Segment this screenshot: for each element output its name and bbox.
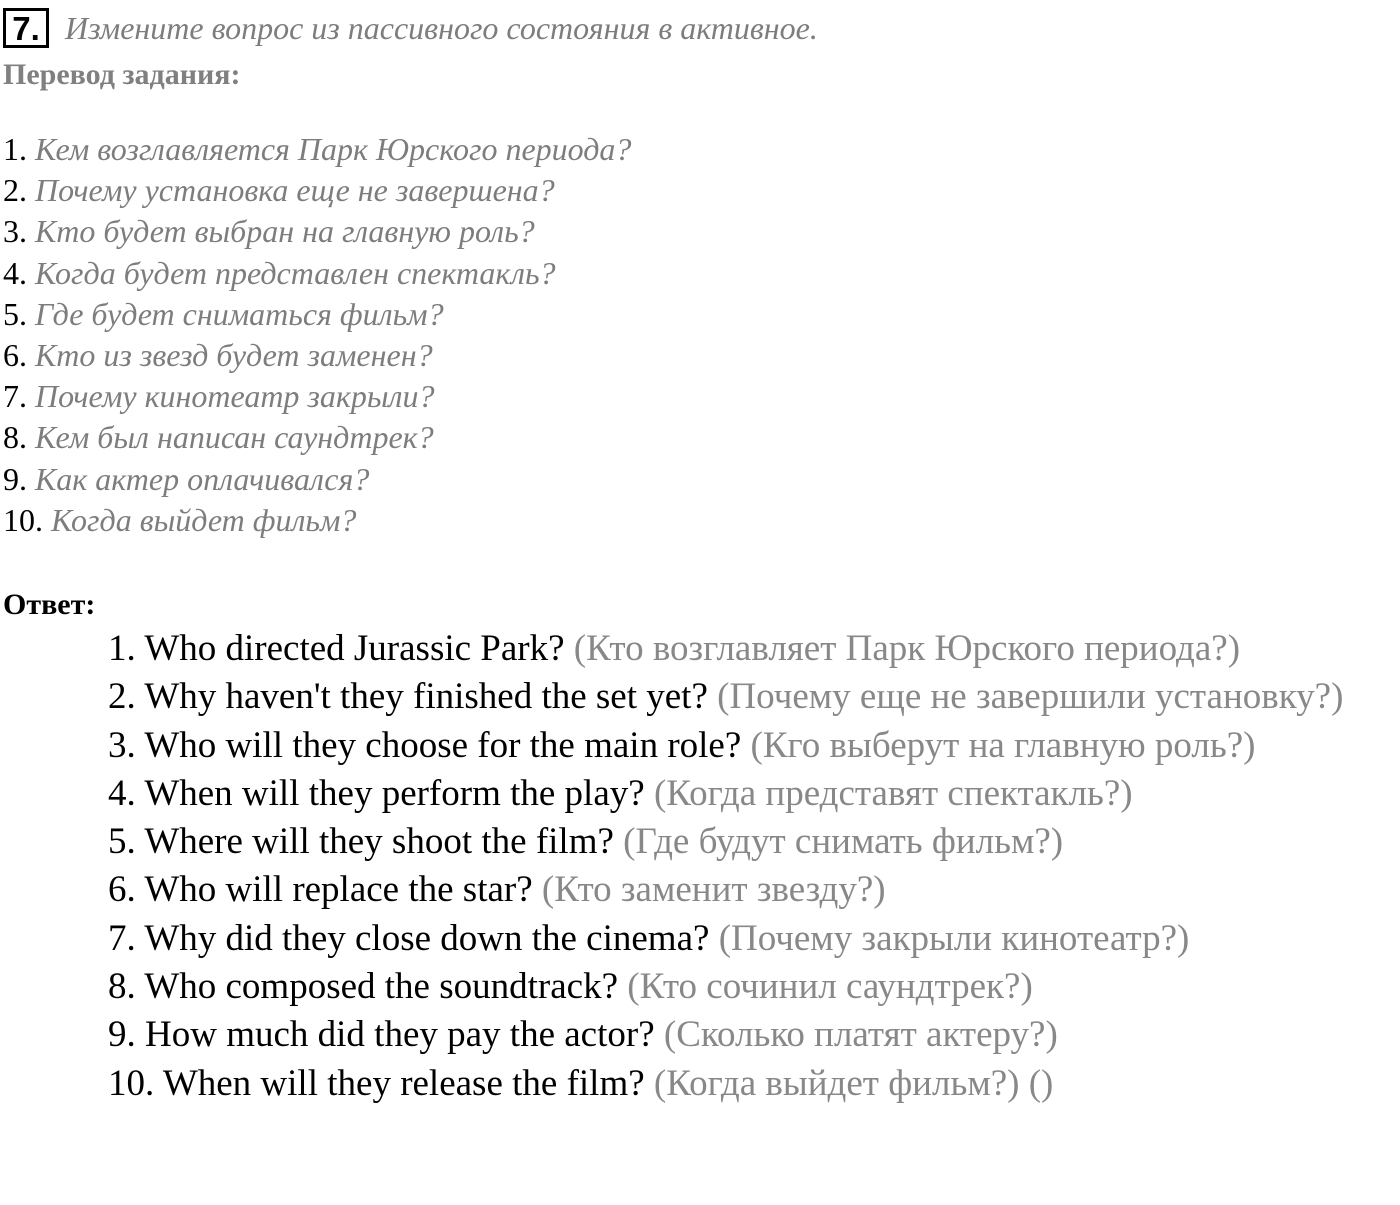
translation-item-number: 3.	[3, 213, 27, 250]
translation-item-number: 5.	[3, 295, 27, 332]
answer-english: 5. Where will they shoot the film?	[108, 821, 614, 863]
answer-item	[108, 915, 1400, 963]
translation-item-number: 8.	[3, 419, 27, 456]
translation-item	[3, 129, 631, 170]
answer-russian: (Сколько платят актеру?)	[663, 1014, 1058, 1056]
answer-russian: (Где будут снимать фильм?)	[623, 821, 1064, 863]
translation-item-number: 7.	[3, 378, 27, 415]
translation-item-number: 2.	[3, 172, 27, 209]
translation-item-text: Как актер оплачивался?	[35, 460, 370, 497]
answer-russian: (Кго выберут на главную роль?)	[750, 724, 1256, 766]
translation-item-text: Когда будет представлен спектакль?	[35, 254, 556, 291]
translation-list	[3, 129, 631, 541]
answer-russian: (Кто заменит звезду?)	[541, 869, 886, 911]
translation-item-text: Почему установка еще не завершена?	[35, 172, 555, 209]
answer-item	[108, 1011, 1400, 1059]
answer-item	[108, 1060, 1400, 1108]
translation-item	[3, 335, 631, 376]
translation-item-text: Где будет сниматься фильм?	[35, 295, 444, 332]
task-instruction: Измените вопрос из пассивного состояния в активное.	[65, 9, 818, 46]
answer-russian: (Почему закрыли кинотеатр?)	[718, 917, 1190, 959]
answer-russian: (Кто возглавляет Парк Юрского периода?)	[573, 628, 1241, 669]
translation-item-number: 10.	[3, 501, 43, 538]
translation-item-text: Когда выйдет фильм?	[51, 501, 357, 538]
translation-item	[3, 459, 631, 500]
task-number: 7.	[3, 8, 49, 48]
translation-item-text: Кем был написан саундтрек?	[35, 419, 434, 456]
translation-item-number: 4.	[3, 254, 27, 291]
task-header	[3, 6, 818, 50]
answer-item	[108, 818, 1400, 866]
translation-item	[3, 376, 631, 417]
translation-item-text: Кем возглавляется Парк Юрского периода?	[35, 131, 632, 167]
translation-item	[3, 211, 631, 252]
translation-item	[3, 253, 631, 294]
answer-heading: Ответ:	[3, 588, 96, 621]
answer-english: 4. When will they perform the play?	[108, 772, 645, 814]
answer-english: 2. Why haven't they finished the set yet?	[108, 676, 708, 718]
translation-item-text: Кто будет выбран на главную роль?	[35, 213, 535, 250]
answer-english: 3. Who will they choose for the main role?	[108, 724, 742, 766]
translation-item-number: 1.	[3, 131, 27, 167]
answer-english: 6. Who will replace the star?	[108, 869, 533, 911]
translation-item	[3, 500, 631, 541]
answer-item	[108, 722, 1400, 770]
translation-item	[3, 417, 631, 458]
answer-english: 9. How much did they pay the actor?	[108, 1014, 655, 1056]
translation-item-text: Почему кинотеатр закрыли?	[35, 378, 435, 415]
answer-list	[108, 625, 1400, 1108]
answer-item	[108, 673, 1400, 721]
answer-item	[108, 625, 1400, 673]
answer-russian: (Кто сочинил саундтрек?)	[627, 966, 1033, 1008]
answer-english: 10. When will they release the film?	[108, 1062, 645, 1104]
translation-item	[3, 294, 631, 335]
answer-english: 8. Who composed the soundtrack?	[108, 966, 618, 1008]
answer-russian: (Когда представят спектакль?)	[653, 772, 1133, 814]
translation-item-number: 6.	[3, 336, 27, 373]
translation-item	[3, 170, 631, 211]
translation-heading: Перевод задания:	[3, 58, 241, 91]
answer-item	[108, 866, 1400, 914]
answer-russian: (Почему еще не завершили установку?)	[717, 676, 1344, 718]
answer-english: 1. Who directed Jurassic Park?	[108, 628, 565, 669]
answer-item	[108, 963, 1400, 1011]
translation-item-text: Кто из звезд будет заменен?	[35, 336, 433, 373]
answer-english: 7. Why did they close down the cinema?	[108, 917, 710, 959]
answer-russian: (Когда выйдет фильм?) ()	[653, 1062, 1054, 1104]
answer-item	[108, 770, 1400, 818]
translation-item-number: 9.	[3, 460, 27, 497]
